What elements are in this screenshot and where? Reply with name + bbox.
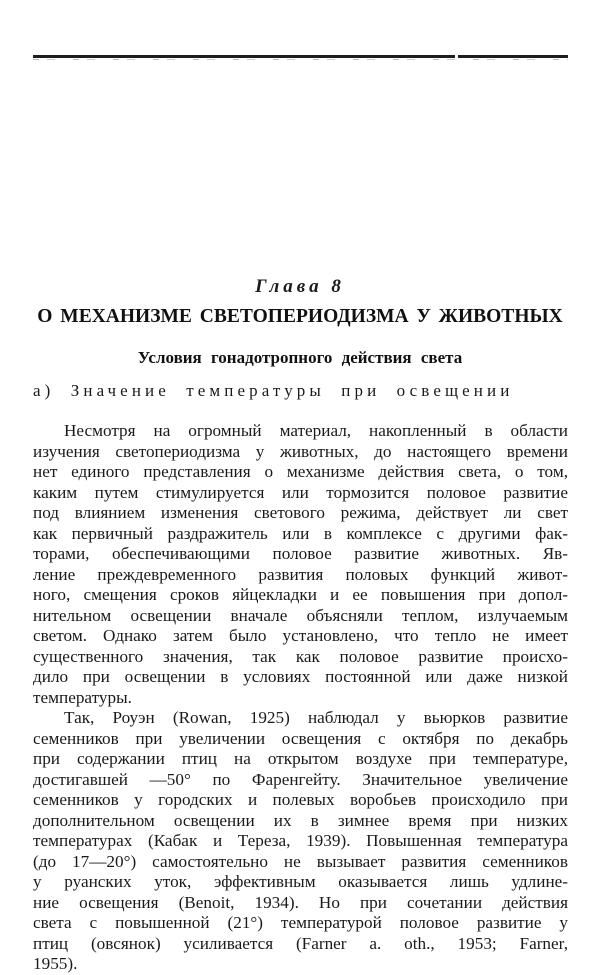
text-line: света с повышенной (21°) температурой половое развитие у <box>33 913 568 932</box>
text-line: ного, смещения сроков яйцекладки и ее повышения при допол- <box>33 585 568 604</box>
text-line: торами, обеспечивающими половое развитие животных. Яв- <box>33 544 568 563</box>
text-line: ление преждевременного развития половых функций живот- <box>33 564 568 584</box>
text-line: у руанских уток, эффективным оказывается лишь удлине- <box>33 872 568 891</box>
text-line: (до 17—20°) самостоятельно не вызывает развития семенников <box>33 851 568 871</box>
chapter-title: О МЕХАНИЗМЕ СВЕТОПЕРИОДИЗМА У ЖИВОТНЫХ <box>37 306 563 327</box>
text-line: светом. Однако затем было установлено, что тепло не имеет <box>33 626 568 645</box>
text-line: дополнительном освещении их в зимнее время при низких <box>33 810 568 830</box>
text-line: семенников у городских и полевых воробьев происходило при <box>33 790 568 809</box>
text-line: каким путем стимулируется или тормозится половое развитие <box>33 482 568 502</box>
text-line: при содержании птиц на открытом воздухе при температуре, <box>33 749 568 768</box>
text-line: как первичный раздражитель или в комплексе с другими фак- <box>33 523 568 543</box>
text-line: существенного значения, так как половое развитие происхо- <box>33 646 568 666</box>
text-line: семенников при увеличении освещения с октября по декабрь <box>33 728 568 748</box>
text-line: Несмотря на огромный материал, накопленный в области <box>64 421 568 440</box>
text-line: нет единого представления о механизме действия света, о том, <box>33 462 568 481</box>
text-line: птиц (овсянок) усиливается (Farner a. oth., 1953; Farner, <box>33 933 568 953</box>
text-line: температуры. <box>33 687 132 707</box>
section-heading: Условия гонадотропного действия света <box>137 348 463 367</box>
top-rule-scan-artifact <box>33 59 568 60</box>
text-line: нительном освещении вначале объясняли теплом, излучаемым <box>33 605 568 625</box>
paragraph-1 <box>33 421 568 708</box>
subsection-heading: а) Значение температуры при освещении <box>33 381 514 400</box>
paragraph-2 <box>33 708 568 975</box>
top-rule-segment <box>458 55 568 58</box>
text-line: дило при освещении в условиях постоянной или даже низкой <box>33 667 568 686</box>
text-line: достигавшей —50° по Фаренгейту. Значительное увеличение <box>33 769 568 789</box>
text-line: Так, Роуэн (Rowan, 1925) наблюдал у вьюрков развитие <box>64 708 568 727</box>
top-rule <box>33 55 455 58</box>
text-line: температурах (Кабак и Тереза, 1939). Повышенная температура <box>33 831 568 850</box>
text-line: изучения светопериодизма у животных, до настоящего времени <box>33 441 568 461</box>
text-line: под влиянием изменения светового режима, действует ли свет <box>33 503 568 522</box>
body-text <box>33 421 568 975</box>
text-line: ние освещения (Benoit, 1934). Но при сочетании действия <box>33 892 568 912</box>
chapter-label: Глава 8 <box>255 276 345 297</box>
text-line: 1955). <box>33 954 78 973</box>
